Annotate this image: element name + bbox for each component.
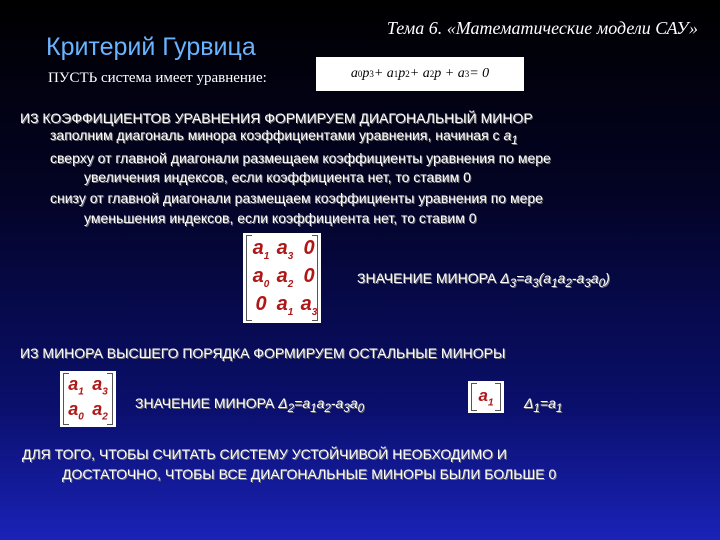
minor3-formula: $\Delta_3=a_3(a_1a_2-a_3a_0)$ bbox=[500, 270, 610, 290]
matrix-cell: $a_3$ bbox=[300, 293, 318, 318]
matrix-cell: $a_1$ bbox=[478, 385, 494, 409]
minor2-row bbox=[64, 374, 112, 400]
matrix-cell: $a_2$ bbox=[92, 399, 108, 423]
topic-title: Тема 6. «Математические модели САУ» bbox=[386, 18, 698, 38]
matrix-cell: $a_3$ bbox=[276, 237, 294, 262]
intro-text: ПУСТЬ система имеет уравнение: bbox=[48, 70, 267, 86]
minor2-value: ЗНАЧЕНИЕ МИНОРА $\Delta_2=a_1a_2-a_3a_0$ bbox=[135, 395, 365, 415]
matrix-cell: $a_1$ bbox=[276, 293, 294, 318]
section1-line1: заполним диагональ минора коэффициентами уравнения, начиная с $a_1$ bbox=[50, 127, 518, 147]
page-title: Критерий Гурвица bbox=[46, 33, 256, 61]
matrix-cell: $a_3$ bbox=[92, 374, 108, 398]
minor-3x3 bbox=[243, 233, 321, 323]
minor3-row bbox=[249, 265, 321, 293]
characteristic-equation: a 0 p 3 + a 1 p 2 + a 2 p + a 3 = 0 bbox=[316, 57, 524, 91]
minor3-row bbox=[249, 293, 321, 321]
left-bracket bbox=[471, 383, 477, 411]
matrix-cell: 0 bbox=[303, 237, 315, 259]
matrix-cell: 0 bbox=[303, 265, 315, 287]
section2-heading: ИЗ МИНОРА ВЫСШЕГО ПОРЯДКА ФОРМИРУЕМ ОСТАЛЬНЫЕ МИНОРЫ bbox=[20, 345, 506, 361]
matrix-cell: $a_2$ bbox=[276, 265, 294, 290]
matrix-cell: $a_1$ bbox=[68, 374, 84, 398]
minor2-row bbox=[64, 399, 112, 425]
matrix-cell: $a_0$ bbox=[252, 265, 270, 290]
section1-heading: ИЗ КОЭФФИЦИЕНТОВ УРАВНЕНИЯ ФОРМИРУЕМ ДИАГОНАЛЬНЫЙ МИНОР bbox=[20, 110, 533, 126]
section1-line3: увеличения индексов, если коэффициента нет, то ставим 0 bbox=[84, 169, 471, 185]
matrix-cell: $a_1$ bbox=[252, 237, 270, 262]
minor1-formula: $\Delta_1=a_1$ bbox=[524, 395, 563, 415]
right-bracket bbox=[495, 383, 501, 411]
matrix-cell: 0 bbox=[255, 293, 267, 315]
minor-1x1 bbox=[468, 381, 504, 413]
section1-line5: уменьшения индексов, если коэффициента нет, то ставим 0 bbox=[84, 210, 477, 226]
conclusion-line2: ДОСТАТОЧНО, ЧТОБЫ ВСЕ ДИАГОНАЛЬНЫЕ МИНОРЫ БЫЛИ БОЛЬШЕ 0 bbox=[62, 466, 557, 482]
minor2-formula: $\Delta_2=a_1a_2-a_3a_0$ bbox=[278, 395, 365, 415]
section1-line2: сверху от главной диагонали размещаем коэффициенты уравнения по мере bbox=[50, 150, 551, 166]
start-coefficient: $a_1$ bbox=[503, 127, 518, 147]
minor-2x2 bbox=[60, 371, 116, 427]
minor3-value: ЗНАЧЕНИЕ МИНОРА $\Delta_3=a_3(a_1a_2-a_3a_0)$ bbox=[357, 270, 610, 290]
conclusion-line1: ДЛЯ ТОГО, ЧТОБЫ СЧИТАТЬ СИСТЕМУ УСТОЙЧИВОЙ НЕОБХОДИМО И bbox=[22, 446, 507, 462]
section1-line4: снизу от главной диагонали размещаем коэффициенты уравнения по мере bbox=[50, 190, 543, 206]
minor3-row bbox=[249, 237, 321, 265]
matrix-cell: $a_0$ bbox=[68, 399, 84, 423]
